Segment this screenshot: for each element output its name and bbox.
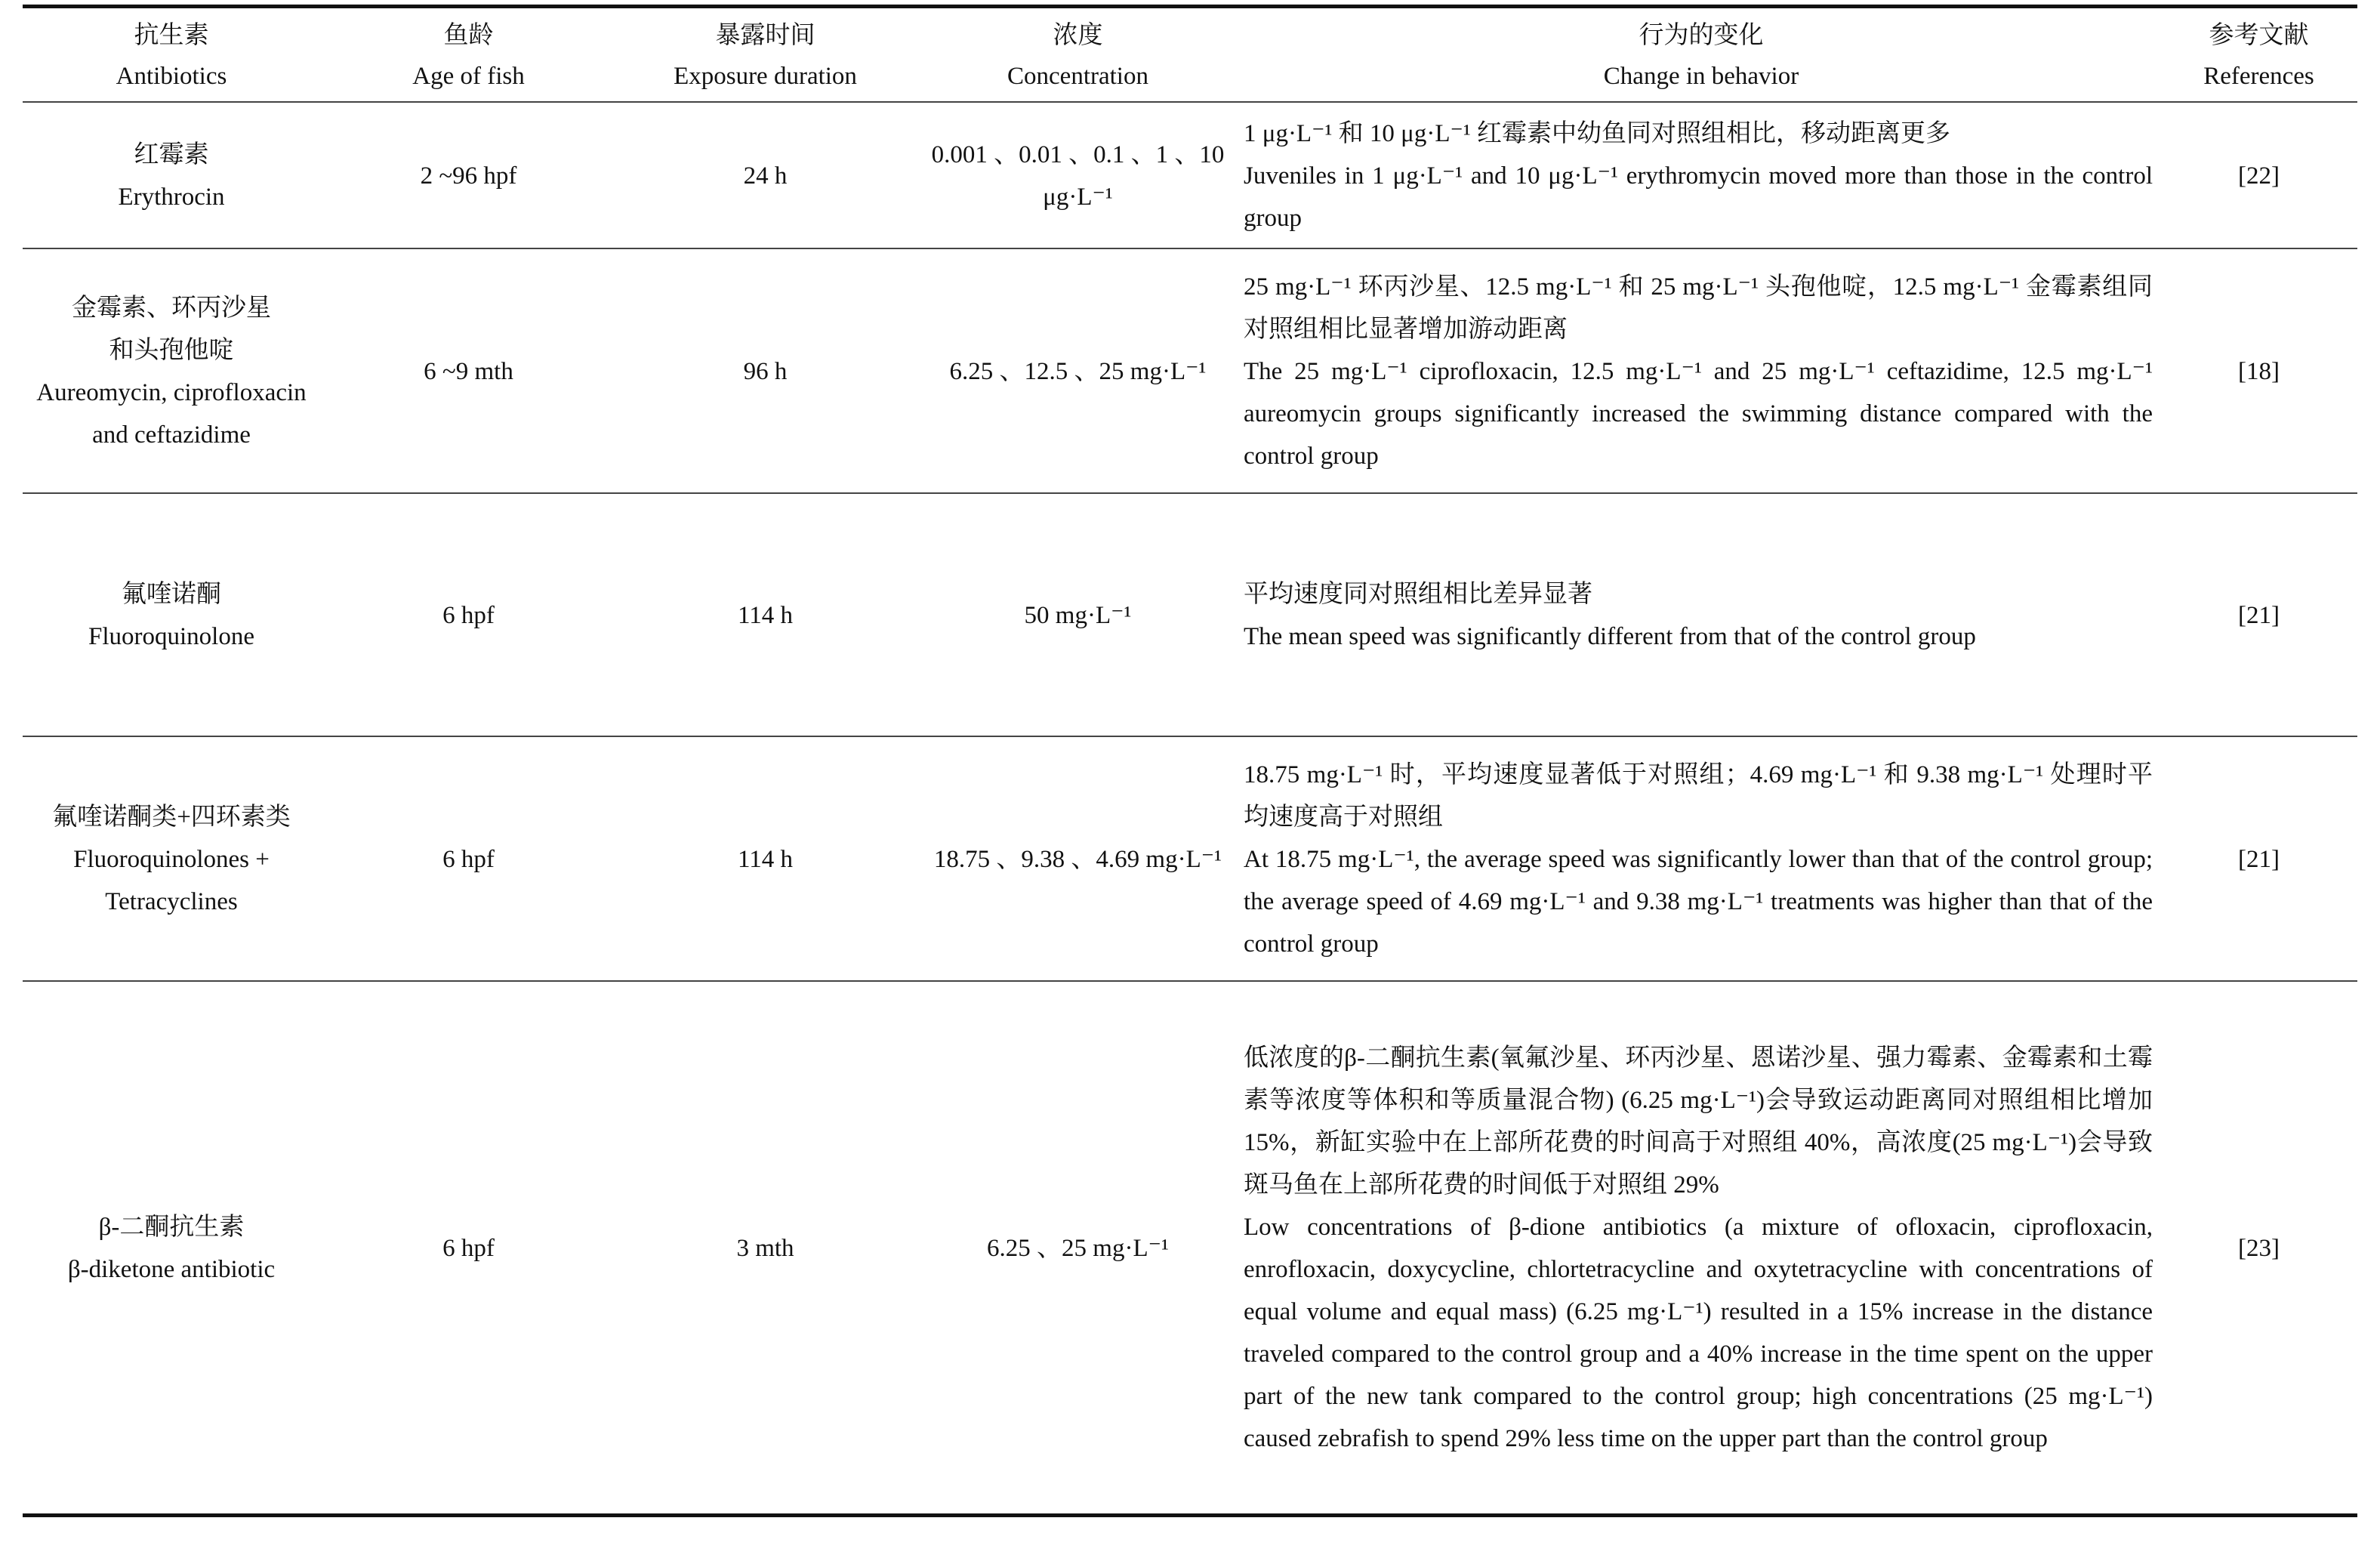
antibiotic-cell: β-二酮抗生素 β-diketone antibiotic xyxy=(67,1214,276,1283)
header-exposure: 暴露时间 Exposure duration xyxy=(674,22,857,90)
antibiotic-cell: 氟喹诺酮类+四环素类 Fluoroquinolones + Tetracyclines xyxy=(52,804,291,915)
reference-cell: [21] xyxy=(2238,846,2280,873)
antibiotic-cell: 红霉素 Erythrocin xyxy=(118,141,225,211)
table-wrapper xyxy=(23,0,2357,1558)
age-cell: 6 hpf xyxy=(442,846,495,873)
header-antibiotics: 抗生素 Antibiotics xyxy=(116,22,227,90)
antibiotics-behavior-table xyxy=(23,9,2357,1515)
header-behavior: 行为的变化 Change in behavior xyxy=(1603,22,1799,90)
top-rule xyxy=(23,5,2357,8)
antibiotic-cell: 金霉素、环丙沙星 和头孢他啶 Aureomycin, ciprofloxacin and ceftazidime xyxy=(36,295,307,449)
header-age: 鱼龄 Age of fish xyxy=(412,22,525,90)
behavior-cell: 1 μg·L⁻¹ 和 10 μg·L⁻¹ 红霉素中幼鱼同对照组相比，移动距离更多 Juveniles in 1 μg·L⁻¹ and 10 μg·L⁻¹ erythromycin moved more than those in the control group xyxy=(1244,120,2153,232)
age-cell: 6 hpf xyxy=(442,602,495,629)
table-row xyxy=(23,494,2357,737)
exposure-cell: 114 h xyxy=(737,602,794,629)
age-cell: 6 hpf xyxy=(442,1235,495,1262)
behavior-cell: 25 mg·L⁻¹ 环丙沙星、12.5 mg·L⁻¹ 和 25 mg·L⁻¹ 头孢他啶，12.5 mg·L⁻¹ 金霉素组同对照组相比显著增加游动距离 The 25 mg·L⁻¹ ciprofloxacin, 12.5 mg·L⁻¹ and 25 mg·L⁻¹ ceftazidime, 12.5 mg·L⁻¹ aureomycin groups significantly increased the swimming distance compared with the control group xyxy=(1244,273,2153,470)
concentration-cell: 18.75 、9.38 、4.69 mg·L⁻¹ xyxy=(933,846,1222,873)
header-concentration: 浓度 Concentration xyxy=(1007,22,1148,90)
header-references: 参考文献 References xyxy=(2203,22,2314,90)
behavior-cell: 平均速度同对照组相比差异显著 The mean speed was significantly different from that of the control group xyxy=(1244,581,1976,650)
exposure-cell: 3 mth xyxy=(736,1235,794,1262)
reference-cell: [18] xyxy=(2238,358,2280,385)
antibiotic-cell: 氟喹诺酮 Fluoroquinolone xyxy=(88,581,254,650)
age-cell: 2 ~96 hpf xyxy=(420,162,517,190)
concentration-cell: 0.001 、0.01 、0.1 、1 、10 μg·L⁻¹ xyxy=(931,141,1225,211)
table-header-row xyxy=(23,9,2357,103)
exposure-cell: 24 h xyxy=(743,162,788,190)
behavior-cell: 低浓度的β-二酮抗生素(氧氟沙星、环丙沙星、恩诺沙星、强力霉素、金霉素和土霉素等浓度等体积和等质量混合物) (6.25 mg·L⁻¹)会导致运动距离同对照组相比增加 15%，新缸实验中在上部所花费的时间高于对照组 40%，高浓度(25 mg·L⁻¹)会导致斑马鱼在上部所花费的时间低于对照组 29% Low concentrations of β-dione antibiotics (a mixture of ofloxacin, ciprofloxacin, enrofloxacin, doxycycline, chlortetracycline and oxytetracycline with concentrations of equal volume and equal mass) (6.25 mg·L⁻¹) resulted in a 15% increase in the distance traveled compared to the control group and a 40% increase in the time spent on the upper part of the new tank compared to the control group; high concentrations (25 mg·L⁻¹) caused zebrafish to spend 29% less time on the upper part than the control group xyxy=(1244,1044,2153,1452)
exposure-cell: 96 h xyxy=(743,358,788,385)
table-row xyxy=(23,982,2357,1515)
table-row xyxy=(23,103,2357,249)
behavior-cell: 18.75 mg·L⁻¹ 时，平均速度显著低于对照组；4.69 mg·L⁻¹ 和 9.38 mg·L⁻¹ 处理时平均速度高于对照组 At 18.75 mg·L⁻¹, the average speed was significantly lower than that of the control group; the average speed of 4.69 mg·L⁻¹ and 9.38 mg·L⁻¹ treatments was higher than that of the control group xyxy=(1244,761,2153,958)
concentration-cell: 6.25 、12.5 、25 mg·L⁻¹ xyxy=(949,358,1207,385)
reference-cell: [22] xyxy=(2238,162,2280,190)
reference-cell: [23] xyxy=(2238,1235,2280,1262)
table-row xyxy=(23,737,2357,982)
concentration-cell: 50 mg·L⁻¹ xyxy=(1024,602,1132,629)
reference-cell: [21] xyxy=(2238,602,2280,629)
age-cell: 6 ~9 mth xyxy=(424,358,513,385)
table-row xyxy=(23,249,2357,494)
exposure-cell: 114 h xyxy=(737,846,794,873)
concentration-cell: 6.25 、25 mg·L⁻¹ xyxy=(987,1235,1169,1262)
